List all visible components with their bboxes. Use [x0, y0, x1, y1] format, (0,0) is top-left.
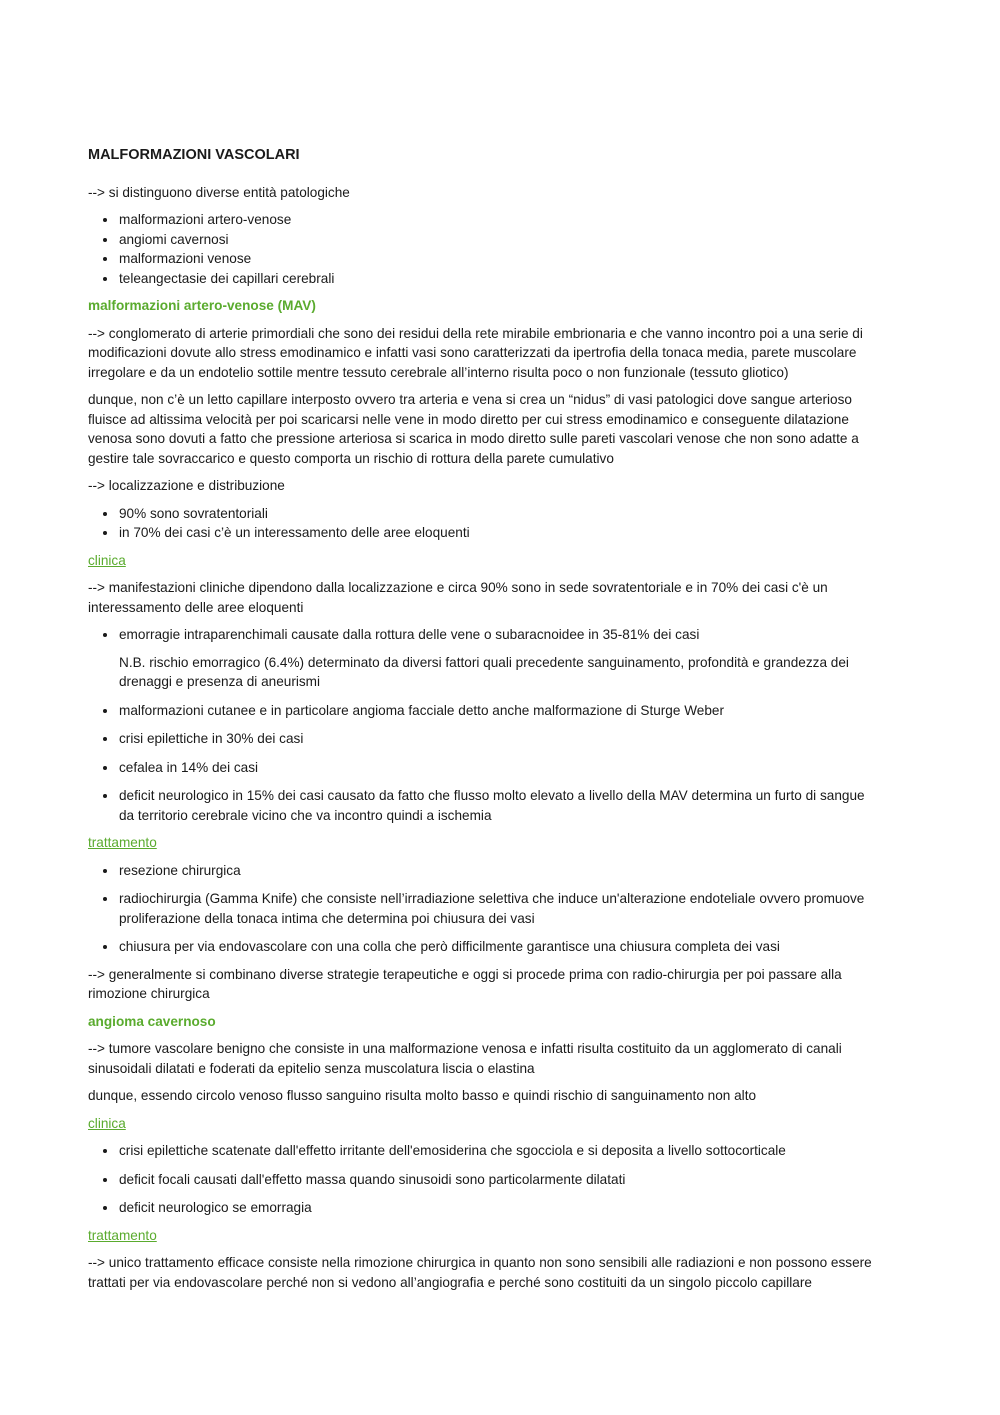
list-item: angiomi cavernosi: [88, 230, 878, 250]
list-item: radiochirurgia (Gamma Knife) che consiste nell’irradiazione selettiva che induce un'alterazione endoteliale ovvero promuove proliferazione della tonaca intima che determina poi chiusura dei vasi: [88, 889, 878, 928]
paragraph: dunque, non c’è un letto capillare interposto ovvero tra arteria e vena si crea un “nidus” di vasi patologici dove sangue arterioso fluisce ad altissima velocità per poi scaricarsi nelle vene in modo diretto per cui stress emodinamico e conseguente dilatazione venosa sono dovuti a fatto che pressione arteriosa si scarica in modo diretto sulle pareti vascolari venose che non sono adatte a gestire tale sovraccarico e questo comporta un rischio di rottura della parete cumulativo: [88, 392, 859, 466]
list-item: chiusura per via endovascolare con una colla che però difficilmente garantisce una chiusura completa dei vasi: [88, 937, 878, 957]
paragraph: dunque, essendo circolo venoso flusso sanguino risulta molto basso e quindi rischio di sanguinamento non alto: [88, 1088, 757, 1103]
list-item: crisi epilettiche scatenate dall'effetto irritante dell'emosiderina che sgocciola e si deposita a livello sottocorticale: [88, 1141, 878, 1161]
list-item: deficit neurologico in 15% dei casi causato da fatto che flusso molto elevato a livello della MAV determina un furto di sangue da territorio cerebrale vicino che va incontro quindi a ischemia: [88, 786, 878, 825]
angioma-clinica-list: [88, 1141, 878, 1218]
document-page: [88, 146, 878, 1300]
list-item: resezione chirurgica: [88, 861, 878, 881]
paragraph: --> generalmente si combinano diverse strategie terapeutiche e oggi si procede prima con radio-chirurgia per poi passare alla rimozione chirurgica: [88, 966, 842, 1001]
page-title: MALFORMAZIONI VASCOLARI: [88, 147, 300, 163]
entities-list: [88, 210, 878, 288]
list-item: in 70% dei casi c’è un interessamento delle aree eloquenti: [88, 523, 878, 543]
list-item: crisi epilettiche in 30% dei casi: [88, 729, 878, 749]
localization-list: [88, 504, 878, 543]
intro-text: --> si distinguono diverse entità patologiche: [88, 184, 350, 200]
section-heading-angioma: angioma cavernoso: [88, 1013, 216, 1029]
list-item: teleangectasie dei capillari cerebrali: [88, 269, 878, 289]
nb-note: N.B. rischio emorragico (6.4%) determinato da diversi fattori quali precedente sanguinamento, profondità e grandezza dei drenaggi e presenza di aneurismi: [119, 654, 849, 689]
subheading-trattamento: trattamento: [88, 835, 157, 850]
list-item: malformazioni cutanee e in particolare angioma facciale detto anche malformazione di Sturge Weber: [88, 701, 878, 721]
paragraph: --> conglomerato di arterie primordiali che sono dei residui della rete mirabile embrionaria e che vanno incontro poi a una serie di modificazioni dovute allo stress emodinamico e infatti vasi sono caratterizzati da ipertrofia della tonaca media, parete muscolare irregolare e da un endotelio sottile mentre tessuto cerebrale all’interno risulta poco o non funzionale (tessuto gliotico): [88, 325, 863, 380]
subheading-clinica: clinica: [88, 1115, 126, 1131]
paragraph: --> tumore vascolare benigno che consiste in una malformazione venosa e infatti risulta costituito da un agglomerato di canali sinusoidali dilatati e foderati da epitelio senza muscolatura liscia o elastina: [88, 1041, 842, 1076]
trattamento-list: [88, 861, 878, 957]
list-item: malformazioni venose: [88, 249, 878, 269]
list-item: deficit focali causati dall'effetto massa quando sinusoidi sono particolarmente dilatati: [88, 1170, 878, 1190]
paragraph: --> unico trattamento efficace consiste nella rimozione chirurgica in quanto non sono sensibili alle radiazioni e non possono essere trattati per via endovascolare perché non si vedono all’angiografia e perché sono costituiti da un singolo piccolo capillare: [88, 1255, 872, 1290]
list-item: cefalea in 14% dei casi: [88, 758, 878, 778]
list-item: emorragie intraparenchimali causate dalla rottura delle vene o subaracnoidee in 35-81% dei casi: [88, 625, 878, 645]
list-item: malformazioni artero-venose: [88, 210, 878, 230]
subheading-trattamento: trattamento: [88, 1227, 157, 1243]
list-item: deficit neurologico se emorragia: [88, 1198, 878, 1218]
clinica-list-continued: [88, 701, 878, 826]
paragraph: --> manifestazioni cliniche dipendono dalla localizzazione e circa 90% sono in sede sovratentoriale e in 70% dei casi c'è un interessamento delle aree eloquenti: [88, 580, 828, 615]
list-item: 90% sono sovratentoriali: [88, 504, 878, 524]
clinica-list: [88, 625, 878, 645]
section-heading-mav: malformazioni artero-venose (MAV): [88, 298, 316, 313]
subheading-clinica: clinica: [88, 552, 126, 568]
paragraph: --> localizzazione e distribuzione: [88, 478, 285, 493]
